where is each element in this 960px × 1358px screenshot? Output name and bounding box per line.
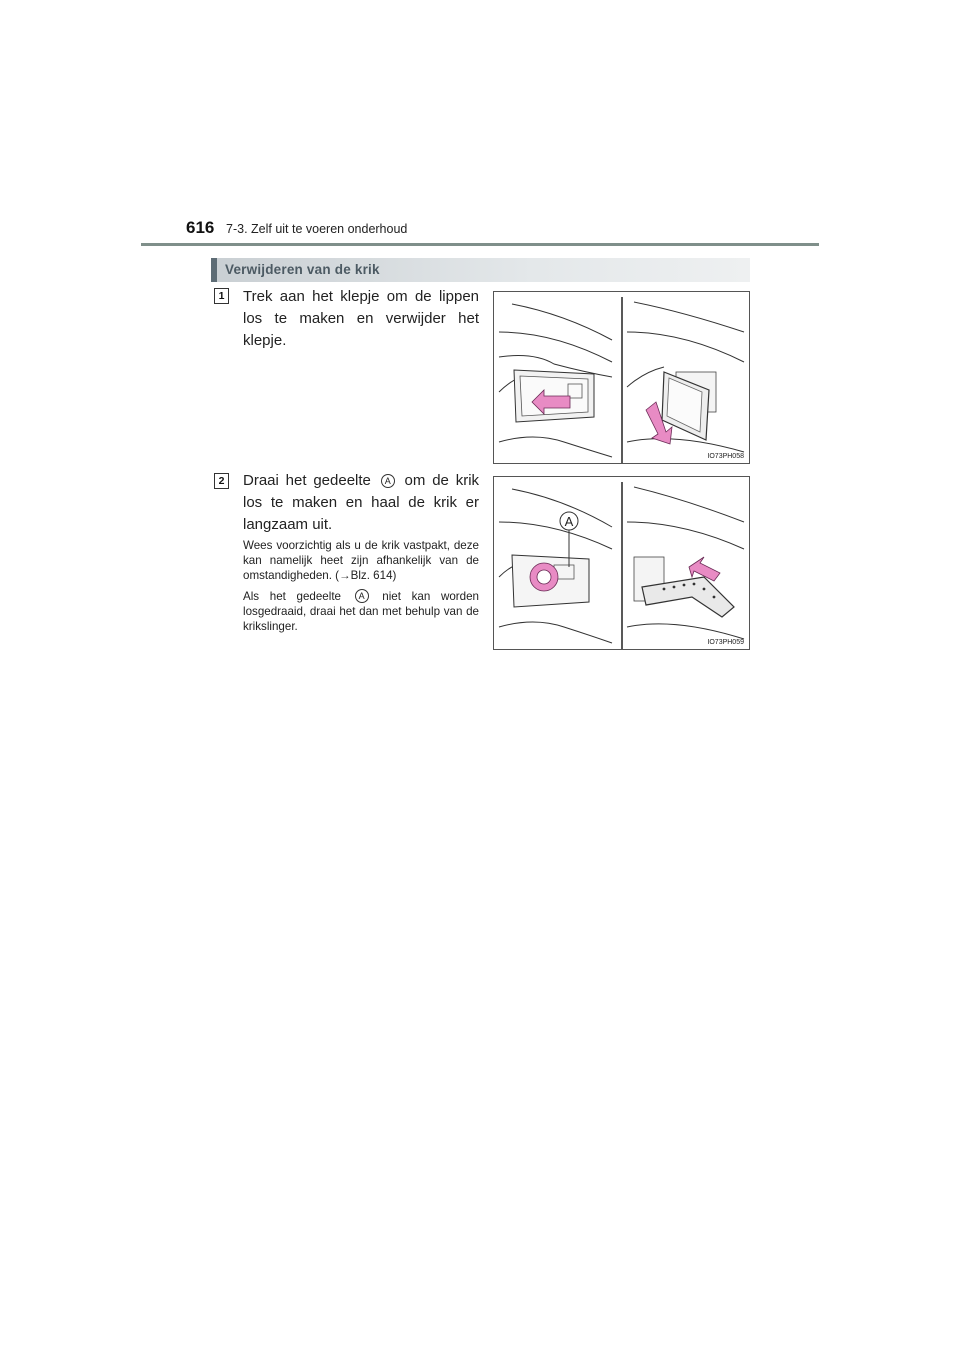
chapter-title: 7-3. Zelf uit te voeren onderhoud [226,222,408,236]
figure-code: IO73PH058 [707,453,744,460]
step-2-text [243,470,479,536]
part-a-marker: A [381,474,395,488]
part-a-marker: A [355,589,369,603]
callout-a-label: A [564,514,574,529]
page-number: 616 [186,218,215,237]
section-heading-bar [211,258,750,282]
note-use-handle [243,589,479,634]
step-number-2: 2 [214,473,229,489]
illustration-jack-removal [494,477,749,649]
step-number-1: 1 [214,288,229,304]
section-title: Verwijderen van de krik [225,262,380,277]
note-2-after: niet kan worden losgedraaid, draai het dan met behulp van de krikslinger. [243,590,479,633]
step-2-text-before: Draai het gedeelte [243,472,371,489]
figure-remove-jack [493,476,750,650]
step-1-text: Trek aan het klepje om de lippen los te maken en verwijder het klepje. [243,288,479,349]
figure-remove-cover [493,291,750,464]
figure-code: IO73PH059 [707,639,744,646]
illustration-cover-removal [494,292,749,463]
step-2-text-after: om de krik los te maken en haal de krik er langzaam uit. [243,472,480,533]
header-rule [141,243,819,246]
note-2-before: Als het gedeelte [243,590,341,603]
note-hot-jack: Wees voorzichtig als u de krik vastpakt, deze kan namelijk heet zijn afhankelijk van de omstandigheden. (→Blz. 614) [243,539,479,582]
